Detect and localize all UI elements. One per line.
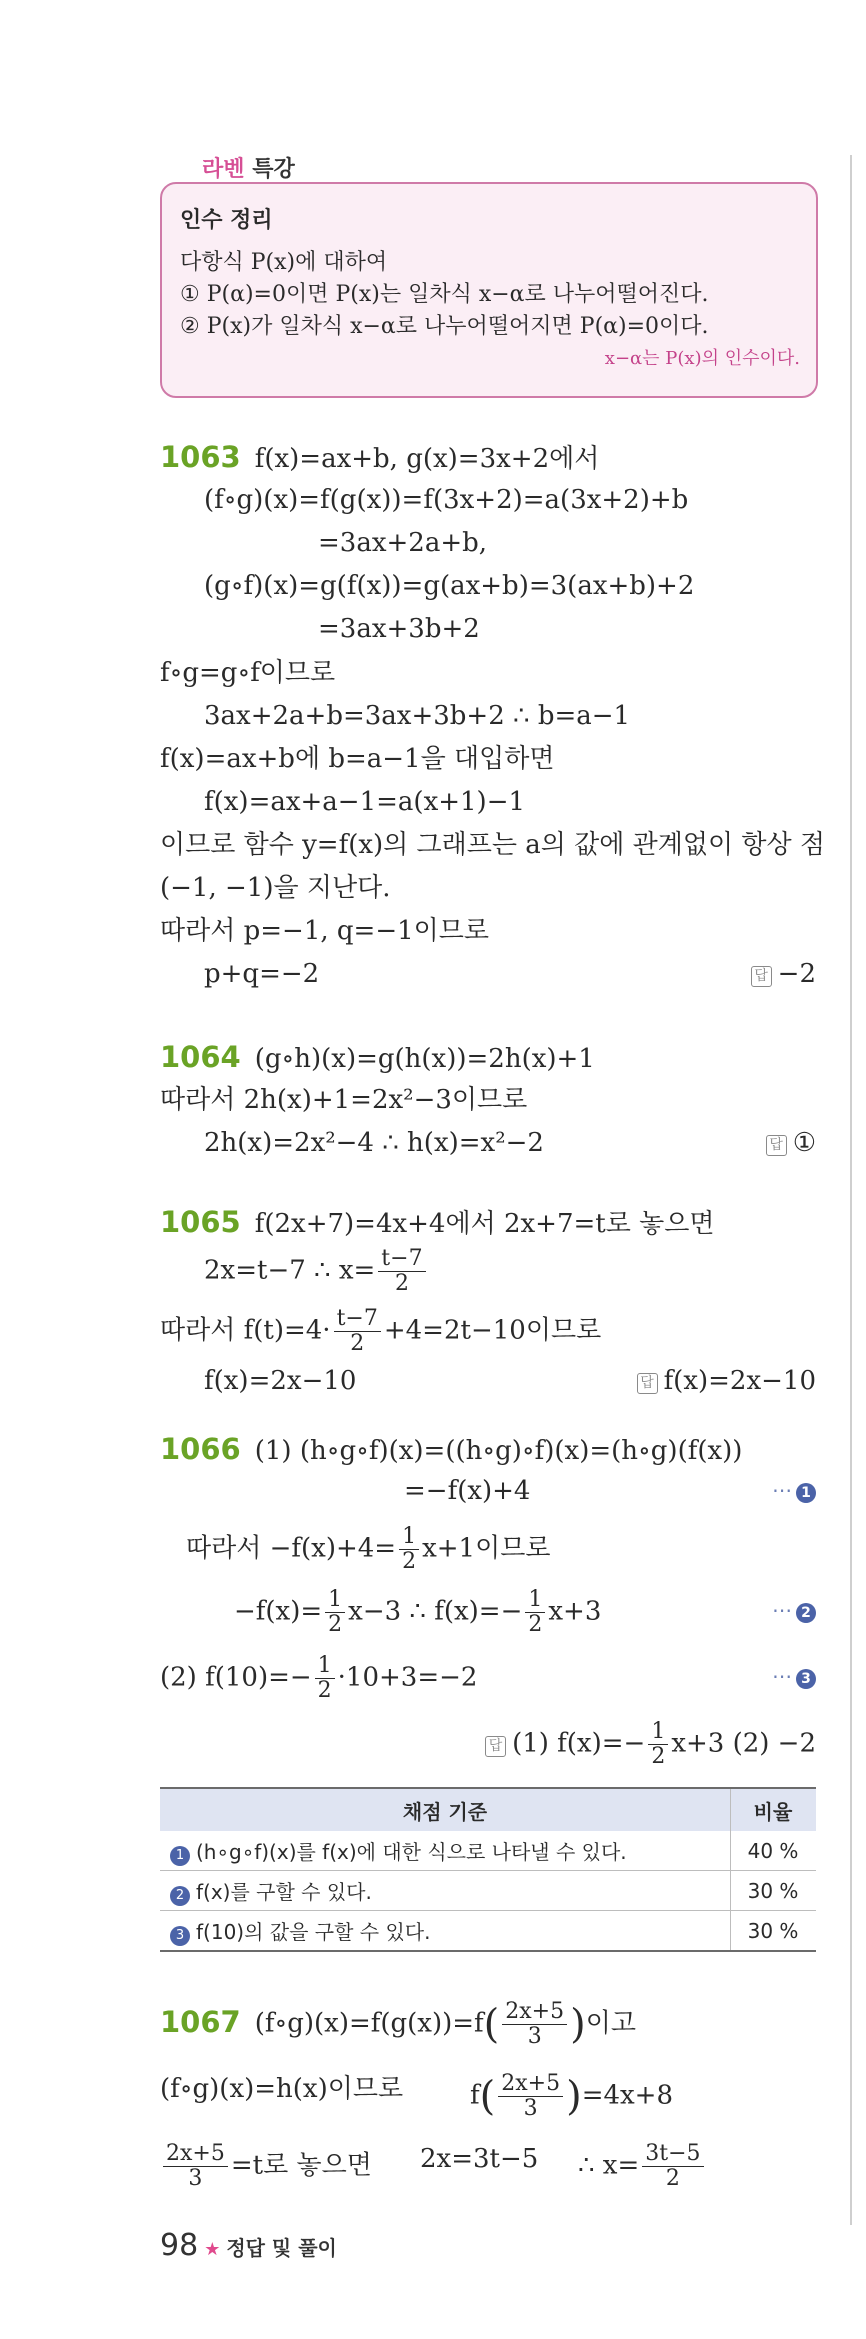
box-line-3: ② P(x)가 일차식 x−α로 나누어떨어지면 P(α)=0이다. bbox=[180, 314, 709, 339]
box-tag bbox=[202, 152, 295, 183]
fraction bbox=[399, 1525, 419, 1574]
box-tag-label: 특강 bbox=[252, 157, 295, 182]
fraction bbox=[334, 1307, 381, 1356]
numerator: 1 bbox=[399, 1525, 419, 1550]
solution-text: x+3 bbox=[548, 1596, 602, 1627]
solution-line: =−f(x)+4 bbox=[404, 1476, 531, 1506]
problem-number: 1065 bbox=[160, 1205, 241, 1239]
solution-text: x−3 ∴ f(x)=− bbox=[348, 1596, 523, 1627]
answer-value: x+3 (2) −2 bbox=[671, 1728, 816, 1759]
table-cell-ratio: 30 % bbox=[731, 1911, 817, 1952]
step-arrow: ⋯ bbox=[772, 1664, 792, 1688]
fraction bbox=[648, 1720, 668, 1769]
answer-1063 bbox=[751, 957, 816, 991]
step-marker-1 bbox=[772, 1478, 816, 1503]
numerator: 2x+5 bbox=[163, 2142, 228, 2167]
solution-line: (1) (h∘g∘f)(x)=((h∘g)∘f)(x)=(h∘g)(f(x)) bbox=[254, 1436, 743, 1466]
step-arrow: ⋯ bbox=[772, 1478, 792, 1502]
numerator: 1 bbox=[525, 1588, 545, 1613]
table-row bbox=[160, 1831, 816, 1871]
denominator: 3 bbox=[188, 2166, 203, 2191]
solution-line bbox=[160, 1654, 477, 1703]
step-arrow: ⋯ bbox=[772, 1598, 792, 1622]
paren-left: ( bbox=[483, 2001, 500, 2048]
answer-value: −2 bbox=[777, 959, 816, 989]
numerator: 3t−5 bbox=[642, 2142, 703, 2167]
problem-number: 1066 bbox=[160, 1432, 241, 1466]
solution-text: 이고 bbox=[585, 2008, 636, 2039]
solution-text: f bbox=[470, 2080, 480, 2111]
solution-line bbox=[160, 2072, 403, 2106]
solution-line bbox=[234, 1588, 601, 1637]
solution-line bbox=[578, 2142, 707, 2191]
criteria-text: f(10)의 값을 구할 수 있다. bbox=[196, 1919, 431, 1944]
fraction bbox=[325, 1588, 345, 1637]
fraction bbox=[642, 2142, 703, 2191]
criteria-number: 2 bbox=[170, 1886, 190, 1906]
numerator: 1 bbox=[648, 1720, 668, 1745]
paren-left: ( bbox=[479, 2073, 496, 2120]
criteria-number: 3 bbox=[170, 1926, 190, 1946]
solution-text: ∴ x= bbox=[578, 2150, 640, 2181]
table-cell-ratio: 40 % bbox=[731, 1831, 817, 1871]
answer-value: (1) f(x)=− bbox=[512, 1728, 646, 1759]
grading-table bbox=[160, 1787, 816, 1952]
table-header-criteria: 채점 기준 bbox=[160, 1788, 731, 1831]
table-cell-criteria bbox=[160, 1911, 731, 1952]
solution-text: ·10+3=−2 bbox=[337, 1662, 478, 1693]
solution-line: f(x)=ax+b, g(x)=3x+2에서 bbox=[254, 444, 600, 474]
denominator: 2 bbox=[317, 1678, 332, 1703]
answer-1064 bbox=[766, 1126, 816, 1160]
answer-icon: 답 bbox=[485, 1736, 506, 1757]
problem-1066-header bbox=[160, 1432, 742, 1468]
denominator: 3 bbox=[527, 2024, 542, 2049]
answer-value: ① bbox=[792, 1128, 816, 1158]
fraction bbox=[378, 1247, 425, 1296]
solution-text: (f∘g)(x)=h(x)이므로 bbox=[160, 2074, 404, 2104]
solution-line: p+q=−2 bbox=[204, 959, 320, 989]
solution-line: 이므로 함수 y=f(x)의 그래프는 a의 값에 관계없이 항상 점 bbox=[160, 830, 825, 860]
numerator: 1 bbox=[315, 1654, 335, 1679]
solution-line: =3ax+2a+b, bbox=[318, 528, 488, 558]
numerator: 2x+5 bbox=[502, 2000, 567, 2025]
problem-number: 1063 bbox=[160, 440, 241, 474]
fraction bbox=[502, 2000, 567, 2049]
answer-icon: 답 bbox=[766, 1135, 787, 1156]
numerator: t−7 bbox=[378, 1247, 425, 1272]
answer-value: f(x)=2x−10 bbox=[663, 1366, 816, 1396]
solution-line: f(x)=ax+b에 b=a−1을 대입하면 bbox=[160, 744, 555, 774]
problem-1067-header bbox=[160, 2000, 636, 2049]
step-marker-2 bbox=[772, 1598, 816, 1623]
table-cell-ratio: 30 % bbox=[731, 1871, 817, 1911]
box-line-2: ① P(α)=0이면 P(x)는 일차식 x−α로 나누어떨어진다. bbox=[180, 282, 709, 307]
page-footer bbox=[160, 2228, 337, 2263]
answer-1065 bbox=[637, 1364, 816, 1398]
answer-1066 bbox=[485, 1720, 816, 1769]
solution-line bbox=[160, 2142, 372, 2191]
table-header-row bbox=[160, 1788, 816, 1831]
denominator: 2 bbox=[394, 1271, 409, 1296]
table-row bbox=[160, 1911, 816, 1952]
denominator: 2 bbox=[402, 1549, 417, 1574]
table-cell-criteria bbox=[160, 1831, 731, 1871]
criteria-text: (h∘g∘f)(x)를 f(x)에 대한 식으로 나타낼 수 있다. bbox=[196, 1839, 627, 1864]
solution-text: 따라서 f(t)=4· bbox=[160, 1315, 331, 1346]
solution-line: (−1, −1)을 지난다. bbox=[160, 873, 391, 903]
solution-line bbox=[470, 2072, 673, 2121]
denominator: 2 bbox=[328, 1612, 343, 1637]
box-title: 인수 정리 bbox=[180, 208, 273, 233]
solution-text: 2x=t−7 ∴ x= bbox=[204, 1255, 376, 1286]
answer-icon: 답 bbox=[637, 1373, 658, 1394]
criteria-number: 1 bbox=[170, 1846, 190, 1866]
step-number: 1 bbox=[796, 1483, 816, 1503]
fraction bbox=[525, 1588, 545, 1637]
box-line-1: 다항식 P(x)에 대하여 bbox=[180, 250, 388, 275]
problem-number: 1064 bbox=[160, 1040, 241, 1074]
fraction bbox=[163, 2142, 228, 2191]
answer-icon: 답 bbox=[751, 966, 772, 987]
solution-line: (g∘f)(x)=g(f(x))=g(ax+b)=3(ax+b)+2 bbox=[204, 571, 695, 601]
denominator: 2 bbox=[528, 1612, 543, 1637]
solution-line: =3ax+3b+2 bbox=[318, 614, 480, 644]
solution-line: 3ax+2a+b=3ax+3b+2 ∴ b=a−1 bbox=[204, 701, 631, 731]
step-marker-3 bbox=[772, 1664, 816, 1689]
solution-text: −f(x)= bbox=[234, 1596, 323, 1627]
step-number: 2 bbox=[796, 1603, 816, 1623]
solution-line: f∘g=g∘f이므로 bbox=[160, 658, 336, 688]
solution-text: =t로 놓으면 bbox=[230, 2150, 372, 2181]
solution-line bbox=[204, 1247, 429, 1296]
problem-number: 1067 bbox=[160, 2004, 241, 2039]
solution-line: f(x)=ax+a−1=a(x+1)−1 bbox=[204, 787, 526, 817]
star-icon: ★ bbox=[204, 2239, 221, 2260]
solution-line: (g∘h)(x)=g(h(x))=2h(x)+1 bbox=[254, 1044, 595, 1074]
page-number: 98 bbox=[160, 2228, 199, 2263]
solution-line: 2x=3t−5 bbox=[420, 2144, 539, 2174]
criteria-text: f(x)를 구할 수 있다. bbox=[196, 1879, 372, 1904]
numerator: 2x+5 bbox=[498, 2072, 563, 2097]
paren-right: ) bbox=[570, 2001, 586, 2048]
problem-1065-header bbox=[160, 1205, 714, 1241]
solution-line bbox=[186, 1525, 550, 1574]
solution-text: =4x+8 bbox=[581, 2080, 674, 2111]
solution-line: f(x)=2x−10 bbox=[204, 1366, 357, 1396]
fraction bbox=[498, 2072, 563, 2121]
solution-line: 따라서 p=−1, q=−1이므로 bbox=[160, 916, 490, 946]
solution-line: f(2x+7)=4x+4에서 2x+7=t로 놓으면 bbox=[254, 1209, 715, 1239]
problem-1064-header bbox=[160, 1040, 595, 1076]
denominator: 2 bbox=[350, 1331, 365, 1356]
table-row bbox=[160, 1871, 816, 1911]
numerator: 1 bbox=[325, 1588, 345, 1613]
solution-line: 2h(x)=2x²−4 ∴ h(x)=x²−2 bbox=[204, 1128, 544, 1158]
solution-text: (f∘g)(x)=f(g(x))=f bbox=[254, 2008, 484, 2039]
page-edge-rule bbox=[850, 155, 852, 2225]
solution-text: x+1이므로 bbox=[422, 1533, 551, 1564]
table-cell-criteria bbox=[160, 1871, 731, 1911]
denominator: 2 bbox=[665, 2166, 680, 2191]
solution-text: +4=2t−10이므로 bbox=[383, 1315, 602, 1346]
problem-1063-header bbox=[160, 440, 599, 476]
denominator: 3 bbox=[523, 2096, 538, 2121]
solution-text: (2) f(10)=− bbox=[160, 1662, 312, 1693]
solution-text: 따라서 −f(x)+4= bbox=[186, 1533, 397, 1564]
factor-theorem-box bbox=[160, 182, 818, 398]
solution-line bbox=[160, 1307, 601, 1356]
table-header-ratio: 비율 bbox=[731, 1788, 817, 1831]
denominator: 2 bbox=[651, 1744, 666, 1769]
solution-line: (f∘g)(x)=f(g(x))=f(3x+2)=a(3x+2)+b bbox=[204, 485, 689, 515]
box-note: x−α는 P(x)의 인수이다. bbox=[604, 348, 800, 369]
step-number: 3 bbox=[796, 1669, 816, 1689]
footer-label: 정답 및 풀이 bbox=[226, 2236, 337, 2260]
paren-right: ) bbox=[566, 2073, 582, 2120]
box-tag-brand: 라벤 bbox=[202, 157, 245, 182]
numerator: t−7 bbox=[334, 1307, 381, 1332]
solution-line: 따라서 2h(x)+1=2x²−3이므로 bbox=[160, 1085, 528, 1115]
fraction bbox=[315, 1654, 335, 1703]
